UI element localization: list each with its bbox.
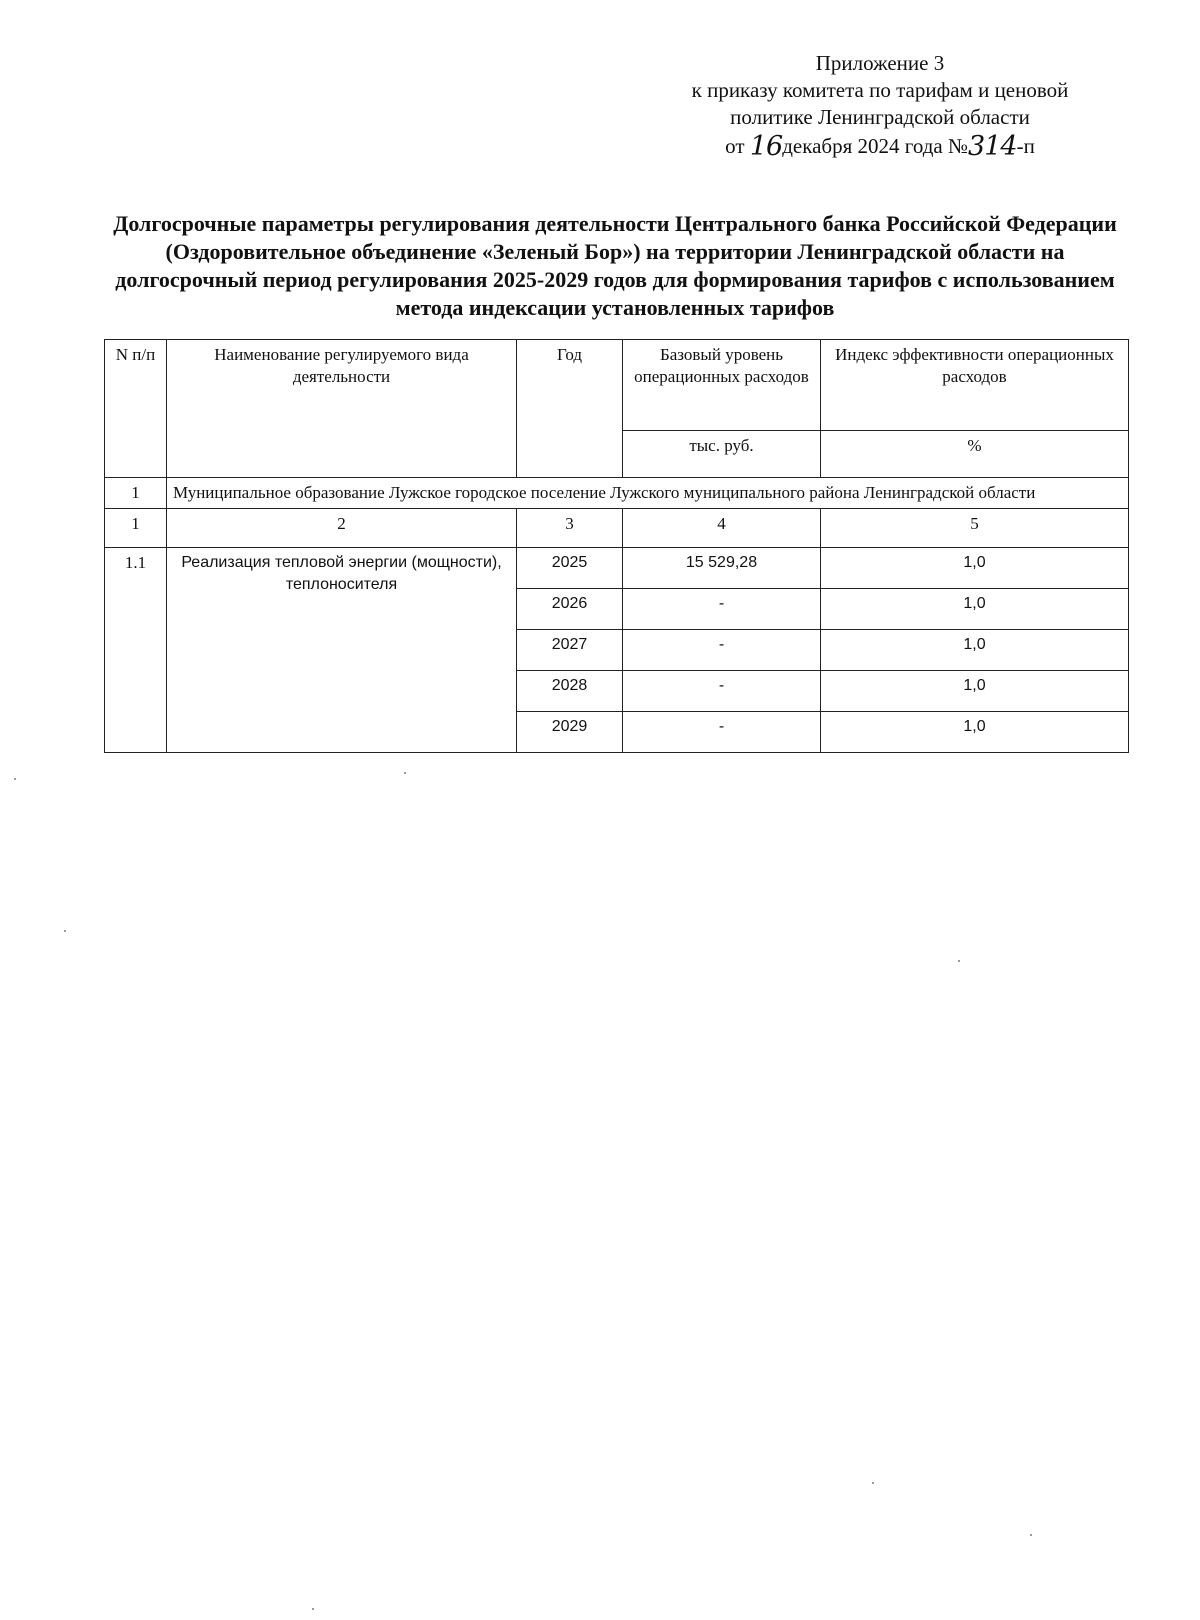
row-year: 2029 (517, 712, 623, 753)
order-number-handwritten: 314 (968, 131, 1017, 162)
item-activity: Реализация тепловой энергии (мощности), теплоносителя (167, 548, 517, 753)
column-number: 2 (167, 509, 517, 548)
appendix-line-3: политике Ленинградской области (730, 105, 1030, 129)
scan-speck (958, 960, 960, 962)
scan-speck (1030, 1534, 1032, 1536)
row-efficiency-index: 1,0 (821, 548, 1129, 589)
row-base-level: - (623, 589, 821, 630)
row-efficiency-index: 1,0 (821, 671, 1129, 712)
document-title: Долгосрочные параметры регулирования деятельности Центрального банка Российской Федерации (Оздоровительное объединение «Зеленый Бор») на территории Ленинградской области на долгосрочный период регулирования 2025-2029 годов для формирования тарифов с использованием метода индексации установленных тарифов (113, 211, 1117, 320)
row-base-level: 15 529,28 (623, 548, 821, 589)
header-efficiency: Индекс эффективности операционных расходов (821, 340, 1129, 431)
row-year: 2025 (517, 548, 623, 589)
item-num: 1.1 (105, 548, 167, 753)
column-number: 3 (517, 509, 623, 548)
unit-efficiency: % (821, 431, 1129, 478)
row-efficiency-index: 1,0 (821, 589, 1129, 630)
row-year: 2026 (517, 589, 623, 630)
column-number-row (105, 509, 1129, 548)
column-number: 1 (105, 509, 167, 548)
scan-speck (64, 930, 66, 932)
header-activity: Наименование регулируемого вида деятельности (167, 340, 517, 478)
scan-speck (312, 1608, 314, 1610)
header-year: Год (517, 340, 623, 478)
unit-base: тыс. руб. (623, 431, 821, 478)
column-number: 4 (623, 509, 821, 548)
appendix-line-1: Приложение 3 (815, 51, 945, 75)
row-base-level: - (623, 630, 821, 671)
scan-speck (872, 1482, 874, 1484)
header-num: N п/п (105, 340, 167, 478)
appendix-line-2: к приказу комитета по тарифам и ценовой (691, 78, 1069, 102)
order-prefix: от (725, 134, 745, 158)
row-year: 2028 (517, 671, 623, 712)
municipality-name: Муниципальное образование Лужское городское поселение Лужского муниципального района Ленинградской области (167, 478, 1129, 509)
scan-speck (404, 772, 406, 774)
row-year: 2027 (517, 630, 623, 671)
table-row (105, 548, 1129, 589)
municipality-num: 1 (105, 478, 167, 509)
scan-speck (14, 778, 16, 780)
order-reference (640, 131, 1120, 160)
order-day-handwritten: 16 (749, 131, 783, 162)
row-base-level: - (623, 712, 821, 753)
order-suffix: -п (1016, 134, 1035, 158)
row-efficiency-index: 1,0 (821, 712, 1129, 753)
header-base-level: Базовый уровень операционных расходов (623, 340, 821, 431)
order-middle: декабря 2024 года № (782, 134, 969, 158)
municipality-row (105, 478, 1129, 509)
column-number: 5 (821, 509, 1129, 548)
parameters-table (104, 339, 1129, 753)
row-base-level: - (623, 671, 821, 712)
appendix-header (640, 50, 1120, 160)
row-efficiency-index: 1,0 (821, 630, 1129, 671)
header-row (105, 340, 1129, 431)
